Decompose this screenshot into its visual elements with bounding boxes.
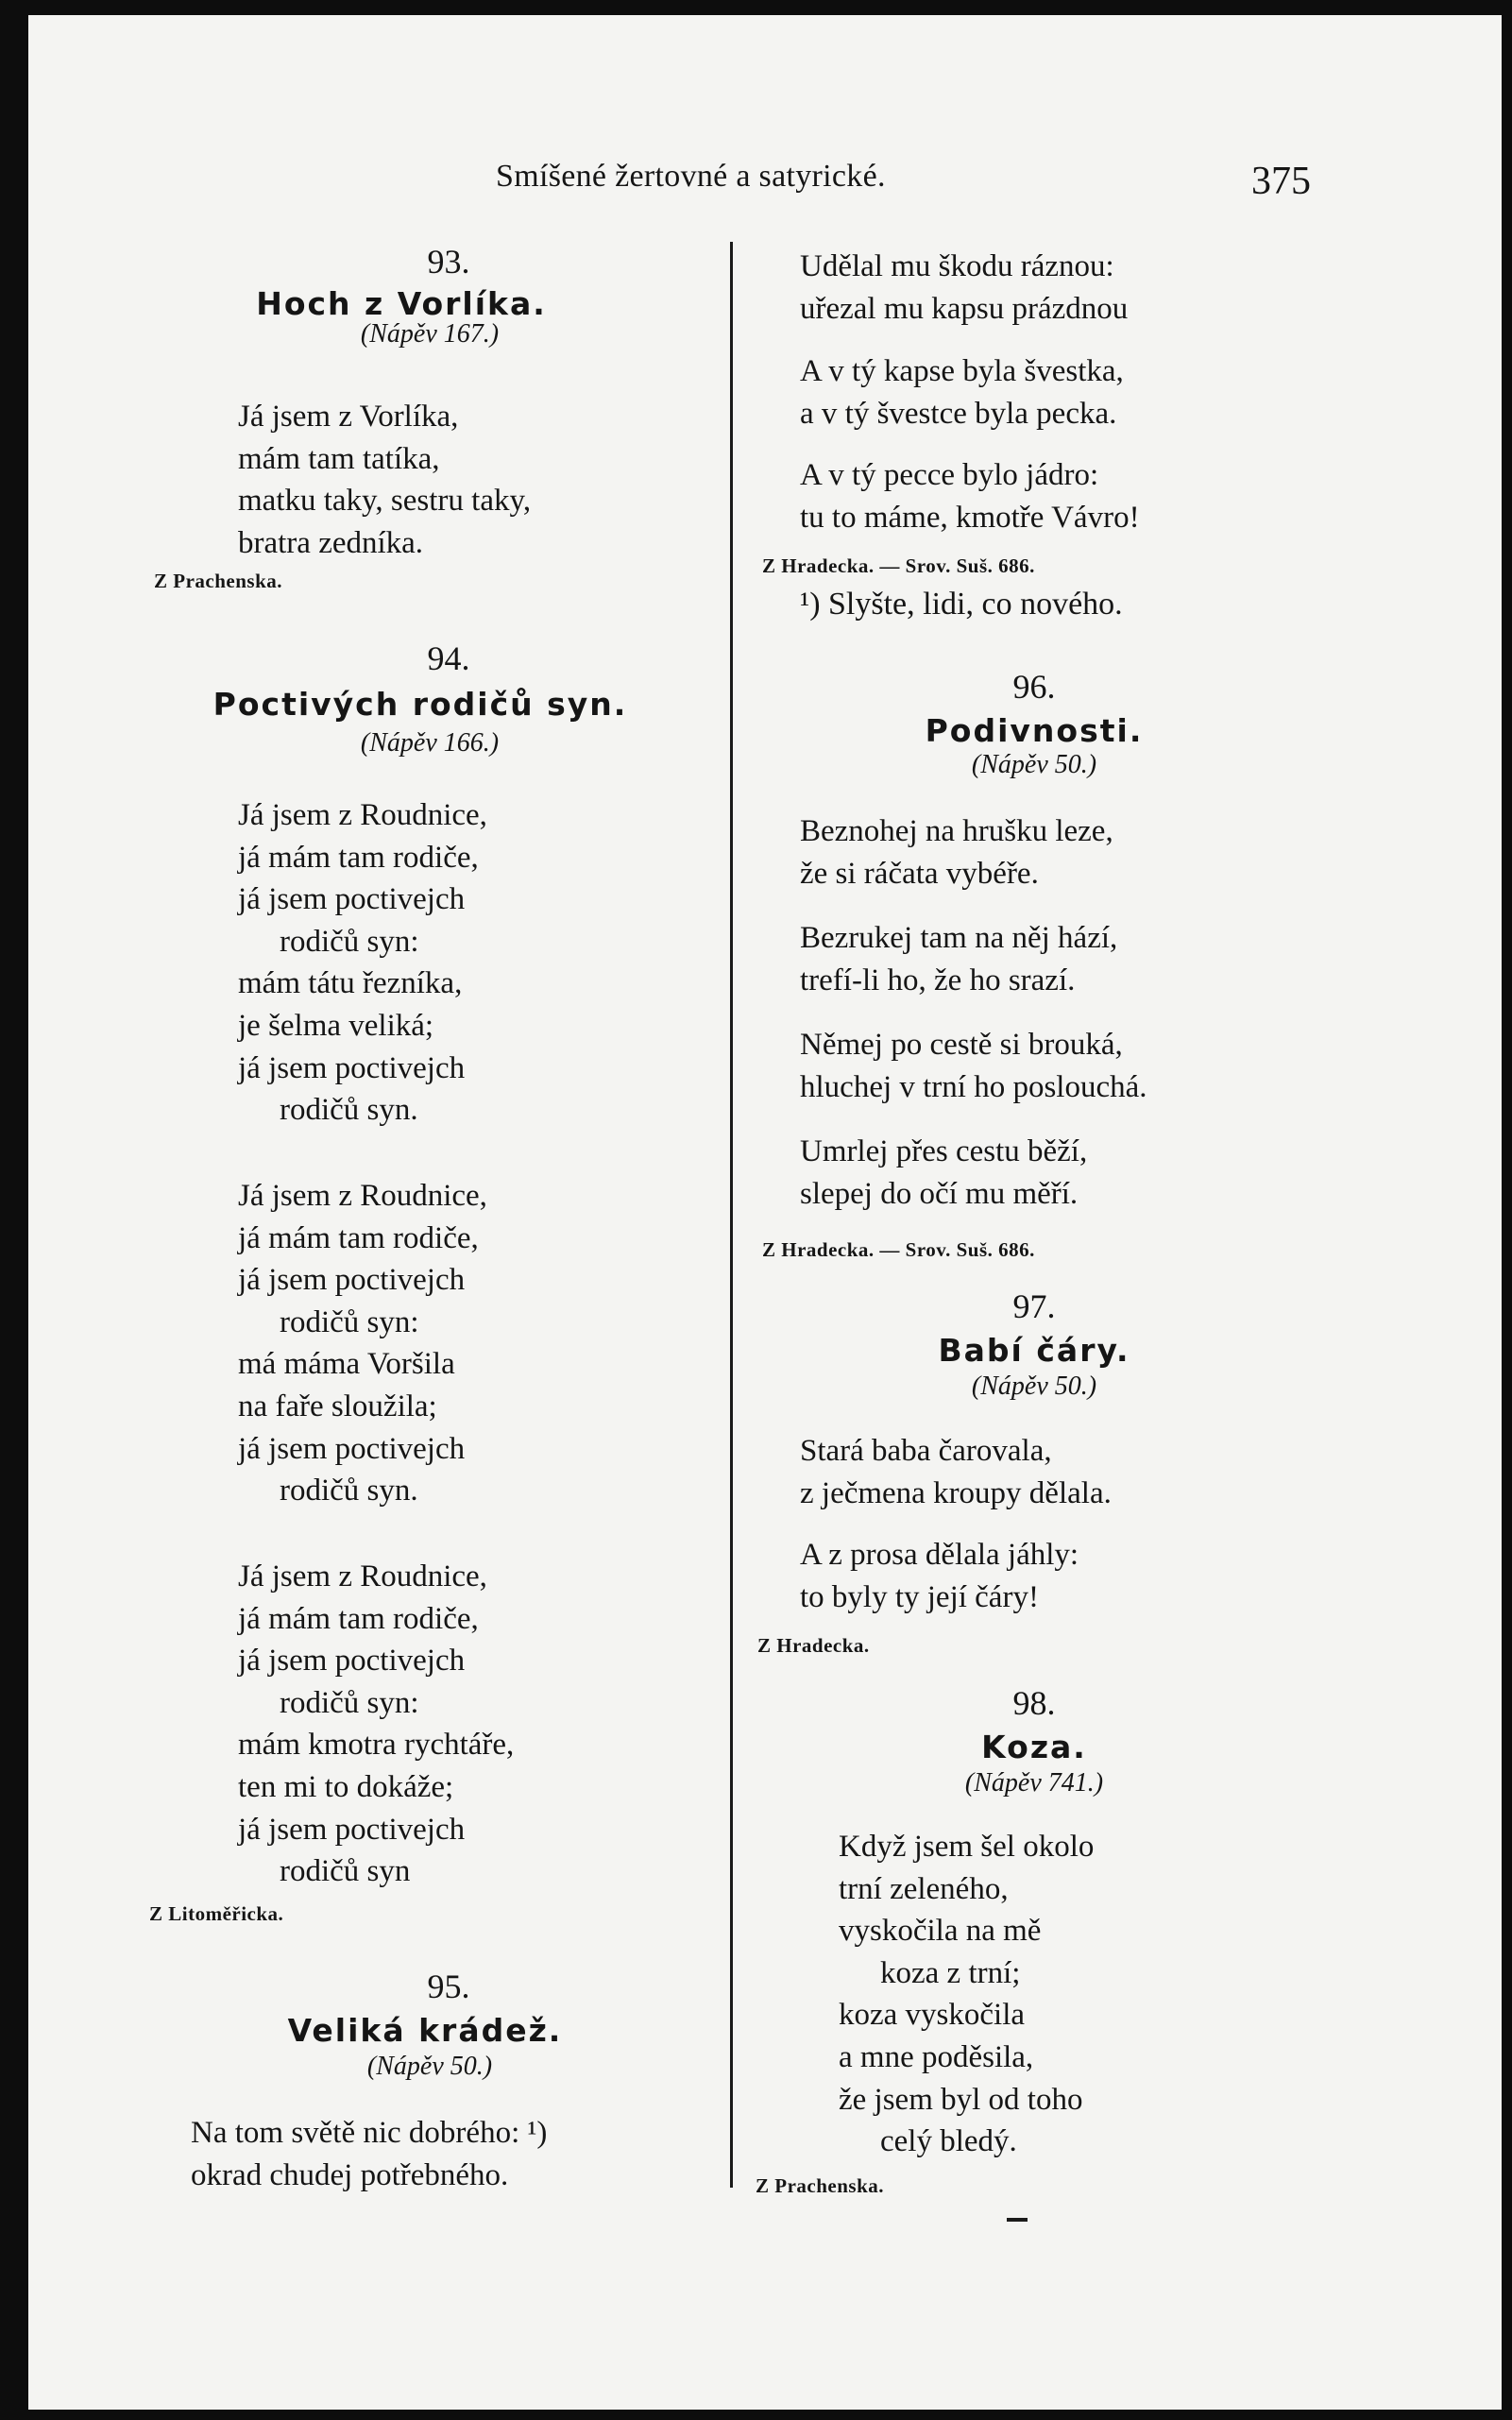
verse-line: tu to máme, kmotře Vávro! (800, 500, 1140, 535)
end-dash (1007, 2218, 1028, 2222)
verse-line: Já jsem z Vorlíka, (238, 400, 459, 434)
verse-line: ten mi to dokáže; (238, 1769, 454, 1804)
song-94-stanza-1 (238, 794, 487, 1132)
verse-line: A v tý pecce bylo jádro: (800, 458, 1099, 492)
song-94-number: 94. (427, 639, 470, 677)
running-head: Smíšené žertovné a satyrické. (496, 159, 886, 194)
song-97-source: Z Hradecka. (757, 1634, 870, 1657)
song-94-stanza-3 (238, 1556, 514, 1893)
song-93-verse (238, 396, 531, 564)
verse-line: já mám tam rodiče, (238, 840, 479, 875)
verse-line: má máma Voršila (238, 1347, 455, 1382)
verse-line: Já jsem z Roudnice, (238, 1559, 487, 1593)
song-98-title: Koza. (981, 1729, 1087, 1765)
song-95-title: Veliká krádež. (287, 2012, 563, 2049)
verse-line: uřezal mu kapsu prázdnou (800, 291, 1129, 326)
song-96-source: Z Hradecka. — Srov. Suš. 686. (762, 1238, 1035, 1261)
verse-line: hluchej v trní ho poslouchá. (800, 1069, 1147, 1104)
verse-line: celý bledý. (880, 2124, 1017, 2159)
verse-line: já jsem poctivejch (238, 882, 466, 917)
verse-line: matku taky, sestru taky, (238, 484, 532, 519)
song-96-number: 96. (1012, 668, 1056, 706)
verse-line: je šelma veliká; (238, 1008, 434, 1043)
verse-line: že jsem byl od toho (839, 2082, 1083, 2117)
verse-line: A z prosa dělala jáhly: (800, 1538, 1079, 1572)
verse-line: a mne poděsila, (839, 2039, 1034, 2074)
song-96-stanza-2 (800, 917, 1117, 1001)
verse-line: Němej po cestě si brouká, (800, 1028, 1123, 1062)
verse-line: já mám tam rodiče, (238, 1601, 479, 1636)
verse-line: slepej do očí mu měří. (800, 1176, 1079, 1211)
song-93-number: 93. (427, 243, 470, 281)
song-95-number: 95. (427, 1968, 470, 2005)
verse-line: že si ráčata vybéře. (800, 856, 1039, 891)
verse-line: rodičů syn. (280, 1474, 418, 1508)
verse-line: Udělal mu škodu ráznou: (800, 249, 1114, 283)
verse-line: Beznohej na hrušku leze, (800, 814, 1113, 848)
verse-line: rodičů syn. (280, 1093, 418, 1128)
song-97-stanza-1 (800, 1430, 1112, 1514)
song-96-title: Podivnosti. (925, 712, 1144, 749)
verse-line: rodičů syn (280, 1854, 411, 1889)
footnote: ¹) Slyšte, lidi, co nového. (800, 587, 1123, 622)
verse-line: já jsem poctivejch (238, 1644, 466, 1679)
song-95-tune: (Nápěv 50.) (366, 2052, 493, 2081)
song-98-tune: (Nápěv 741.) (964, 1768, 1104, 1798)
song-93-tune: (Nápěv 167.) (360, 319, 500, 349)
verse-line: já jsem poctivejch (238, 1431, 466, 1466)
verse-line: koza vyskočila (839, 1998, 1026, 2033)
verse-line: okrad chudej potřebného. (191, 2157, 509, 2192)
song-95-stanza-cont-3 (800, 454, 1140, 538)
verse-line: trní zeleného, (839, 1871, 1009, 1906)
song-97-stanza-2 (800, 1534, 1079, 1618)
verse-line: Já jsem z Roudnice, (238, 1179, 487, 1213)
verse-line: mám tátu řezníka, (238, 966, 463, 1001)
book-page (28, 15, 1502, 2410)
verse-line: Na tom světě nic dobrého: ¹) (191, 2116, 548, 2150)
song-94-tune: (Nápěv 166.) (360, 728, 500, 758)
verse-line: Já jsem z Roudnice, (238, 798, 487, 832)
song-94-title: Poctivých rodičů syn. (212, 686, 628, 723)
verse-line: Stará baba čarovala, (800, 1434, 1052, 1468)
song-98-verse (839, 1826, 1094, 2163)
verse-line: a v tý švestce byla pecka. (800, 396, 1117, 431)
song-96-tune: (Nápěv 50.) (971, 750, 1097, 779)
verse-line: na faře sloužila; (238, 1389, 437, 1423)
song-97-title: Babí čáry. (938, 1332, 1130, 1369)
song-95-stanza-cont-2 (800, 350, 1124, 435)
verse-line: Bezrukej tam na něj hází, (800, 921, 1118, 955)
verse-line: mám kmotra rychtáře, (238, 1728, 515, 1763)
verse-line: to byly ty její čáry! (800, 1579, 1039, 1614)
column-divider (730, 242, 733, 2188)
verse-line: z ječmena kroupy dělala. (800, 1475, 1112, 1510)
verse-line: koza z trní; (880, 1955, 1021, 1990)
song-95-verse (191, 2112, 547, 2196)
verse-line: mám tam tatíka, (238, 441, 440, 476)
verse-line: rodičů syn: (280, 1685, 419, 1720)
verse-line: já jsem poctivejch (238, 1050, 466, 1085)
song-96-stanza-3 (800, 1024, 1147, 1108)
song-98-number: 98. (1012, 1684, 1056, 1722)
song-96-stanza-4 (800, 1131, 1087, 1215)
song-93-title: Hoch z Vorlíka. (256, 285, 547, 322)
verse-line: Když jsem šel okolo (839, 1830, 1095, 1864)
song-95-source: Z Hradecka. — Srov. Suš. 686. (762, 554, 1035, 577)
song-95-stanza-cont-1 (800, 246, 1128, 330)
verse-line: trefí-li ho, že ho srazí. (800, 963, 1076, 997)
verse-line: já jsem poctivejch (238, 1812, 466, 1847)
song-98-source: Z Prachenska. (756, 2174, 885, 2197)
page-number: 375 (1251, 160, 1311, 203)
verse-line: já jsem poctivejch (238, 1263, 466, 1298)
song-94-stanza-2 (238, 1175, 487, 1512)
song-96-stanza-1 (800, 810, 1113, 895)
verse-line: rodičů syn: (280, 1304, 419, 1339)
song-93-source: Z Prachenska. (154, 570, 283, 592)
verse-line: vyskočila na mě (839, 1914, 1042, 1949)
verse-line: já mám tam rodiče, (238, 1220, 479, 1255)
song-97-tune: (Nápěv 50.) (971, 1372, 1097, 1401)
song-97-number: 97. (1012, 1287, 1056, 1325)
verse-line: bratra zedníka. (238, 525, 424, 560)
verse-line: A v tý kapse byla švestka, (800, 354, 1124, 388)
verse-line: Umrlej přes cestu běží, (800, 1134, 1088, 1168)
verse-line: rodičů syn: (280, 924, 419, 959)
song-94-source: Z Litoměřicka. (149, 1902, 284, 1925)
